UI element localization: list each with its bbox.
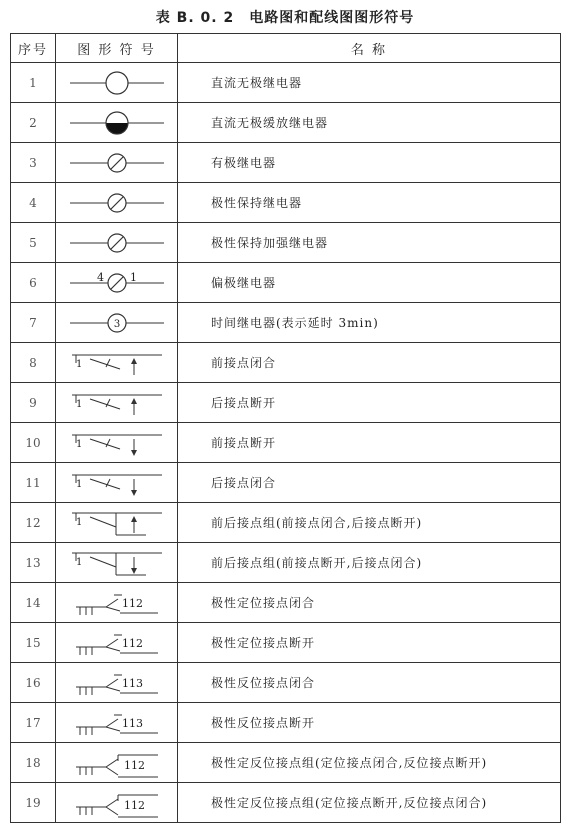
row-name: 极性保持加强继电器 — [178, 223, 561, 263]
row-index: 14 — [11, 583, 56, 623]
row-name: 极性定反位接点组(定位接点闭合,反位接点断开) — [178, 743, 561, 783]
terminal-left-label: 4 — [96, 270, 104, 284]
row-index: 3 — [11, 143, 56, 183]
row-name: 前后接点组(前接点断开,后接点闭合) — [178, 543, 561, 583]
row-name: 后接点断开 — [178, 383, 561, 423]
symbol-graphic — [62, 505, 172, 541]
row-name: 有极继电器 — [178, 143, 561, 183]
row-name: 偏极继电器 — [178, 263, 561, 303]
table-row — [11, 223, 561, 263]
symbol-graphic — [62, 705, 172, 741]
row-name: 极性反位接点闭合 — [178, 663, 561, 703]
row-name: 极性定位接点闭合 — [178, 583, 561, 623]
symbol-graphic — [62, 105, 172, 141]
symbol-graphic — [62, 465, 172, 501]
row-symbol — [56, 743, 178, 783]
row-name: 前后接点组(前接点闭合,后接点断开) — [178, 503, 561, 543]
row-index: 4 — [11, 183, 56, 223]
row-symbol — [56, 143, 178, 183]
row-name: 极性保持继电器 — [178, 183, 561, 223]
table-header-row — [11, 34, 561, 63]
row-name: 前接点断开 — [178, 423, 561, 463]
header-index: 序号 — [11, 34, 56, 63]
row-name: 直流无极缓放继电器 — [178, 103, 561, 143]
row-symbol — [56, 623, 178, 663]
row-index: 2 — [11, 103, 56, 143]
row-index: 8 — [11, 343, 56, 383]
terminal-right-label: 1 — [129, 270, 137, 284]
contact-mark: 1 — [75, 358, 82, 370]
table-row — [11, 583, 561, 623]
table-row — [11, 743, 561, 783]
table-row — [11, 103, 561, 143]
table-row — [11, 303, 561, 343]
row-name: 前接点闭合 — [178, 343, 561, 383]
contact-mark: 1 — [75, 516, 82, 528]
row-name: 极性反位接点断开 — [178, 703, 561, 743]
row-index: 19 — [11, 783, 56, 823]
table-row — [11, 343, 561, 383]
row-symbol — [56, 423, 178, 463]
row-symbol — [56, 583, 178, 623]
row-index: 13 — [11, 543, 56, 583]
row-index: 18 — [11, 743, 56, 783]
table-row — [11, 263, 561, 303]
row-index: 1 — [11, 63, 56, 103]
row-symbol — [56, 543, 178, 583]
table-row — [11, 623, 561, 663]
symbol-graphic — [62, 385, 172, 421]
symbol-graphic — [62, 65, 172, 101]
table-row — [11, 663, 561, 703]
row-index: 5 — [11, 223, 56, 263]
row-symbol — [56, 503, 178, 543]
row-index: 17 — [11, 703, 56, 743]
row-symbol — [56, 223, 178, 263]
symbol-graphic — [62, 265, 172, 301]
row-symbol — [56, 343, 178, 383]
symbol-graphic — [62, 225, 172, 261]
row-index: 6 — [11, 263, 56, 303]
contact-code: 113 — [121, 676, 143, 690]
symbol-graphic — [62, 185, 172, 221]
row-symbol — [56, 783, 178, 823]
row-symbol — [56, 303, 178, 343]
symbol-graphic — [62, 425, 172, 461]
table-row — [11, 543, 561, 583]
row-index: 10 — [11, 423, 56, 463]
symbol-graphic — [62, 305, 172, 341]
table-row — [11, 703, 561, 743]
contact-mark: 1 — [75, 556, 82, 568]
row-index: 7 — [11, 303, 56, 343]
table-row — [11, 423, 561, 463]
symbol-graphic — [62, 745, 172, 781]
header-symbol: 图 形 符 号 — [56, 34, 178, 63]
table-row — [11, 63, 561, 103]
row-index: 11 — [11, 463, 56, 503]
row-index: 16 — [11, 663, 56, 703]
table-row — [11, 783, 561, 823]
delay-label: 3 — [113, 318, 120, 330]
row-symbol — [56, 463, 178, 503]
row-index: 9 — [11, 383, 56, 423]
contact-mark: 1 — [75, 438, 82, 450]
symbol-table — [10, 33, 561, 823]
header-name: 名 称 — [178, 34, 561, 63]
symbol-graphic — [62, 785, 172, 821]
contact-code: 112 — [123, 798, 145, 812]
contact-mark: 1 — [75, 478, 82, 490]
table-row — [11, 143, 561, 183]
row-index: 15 — [11, 623, 56, 663]
table-row — [11, 183, 561, 223]
row-symbol — [56, 183, 178, 223]
contact-mark: 1 — [75, 398, 82, 410]
row-symbol — [56, 103, 178, 143]
row-symbol — [56, 263, 178, 303]
row-symbol — [56, 703, 178, 743]
symbol-graphic — [62, 665, 172, 701]
row-name: 直流无极继电器 — [178, 63, 561, 103]
row-symbol — [56, 663, 178, 703]
row-symbol — [56, 63, 178, 103]
symbol-graphic — [62, 345, 172, 381]
row-name: 后接点闭合 — [178, 463, 561, 503]
contact-code: 112 — [121, 596, 143, 610]
row-name: 时间继电器(表示延时 3min) — [178, 303, 561, 343]
row-symbol — [56, 383, 178, 423]
row-name: 极性定位接点断开 — [178, 623, 561, 663]
symbol-graphic — [62, 545, 172, 581]
row-index: 12 — [11, 503, 56, 543]
row-name: 极性定反位接点组(定位接点断开,反位接点闭合) — [178, 783, 561, 823]
table-row — [11, 503, 561, 543]
table-row — [11, 383, 561, 423]
contact-code: 112 — [123, 758, 145, 772]
symbol-graphic — [62, 625, 172, 661]
contact-code: 112 — [121, 636, 143, 650]
symbol-graphic — [62, 585, 172, 621]
contact-code: 113 — [121, 716, 143, 730]
table-title: 表 B. 0. 2 电路图和配线图图形符号 — [155, 10, 415, 26]
symbol-graphic — [62, 145, 172, 181]
table-row — [11, 463, 561, 503]
